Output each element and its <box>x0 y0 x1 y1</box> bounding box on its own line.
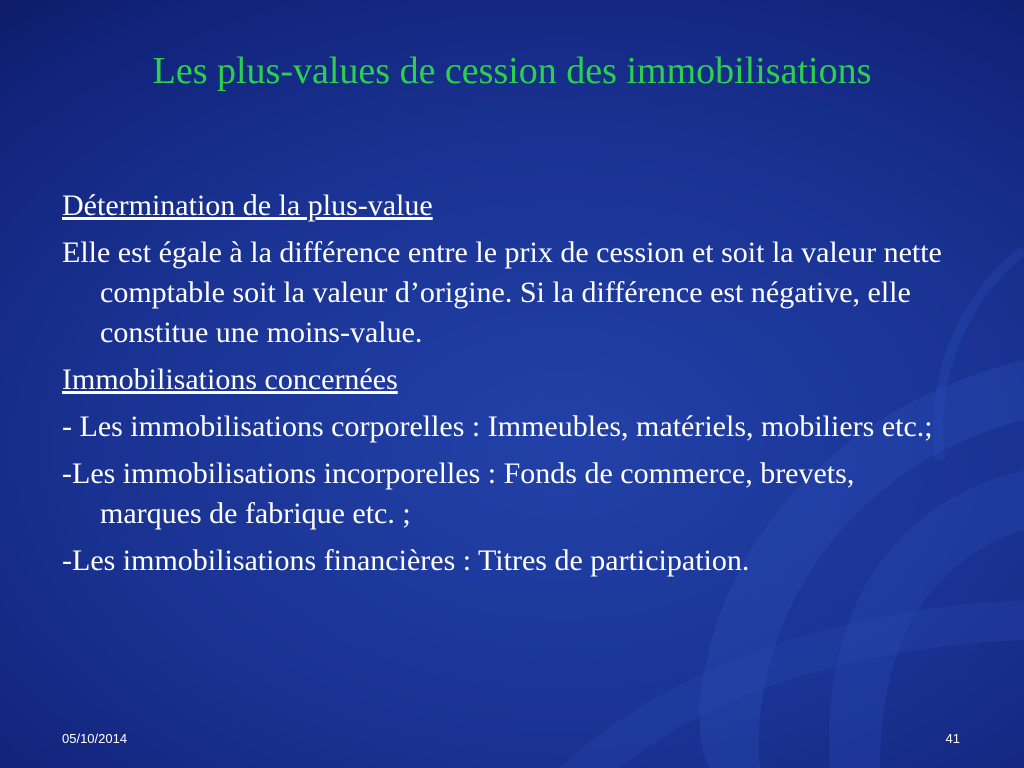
section-heading-determination <box>62 186 962 226</box>
list-item-financieres: -Les immobilisations financières : Titres de participation. <box>62 544 750 577</box>
slide-title: Les plus-values de cession des immobilisations <box>152 50 872 92</box>
list-item-incorporelles: -Les immobilisations incorporelles : Fonds de commerce, brevets, marques de fabrique etc. ; <box>62 457 855 530</box>
slide-number: 41 <box>945 731 960 746</box>
footer-date: 05/10/2014 <box>62 731 128 746</box>
slide-body <box>62 186 962 588</box>
heading-text: Immobilisations concernées <box>62 363 398 396</box>
determination-paragraph: Elle est égale à la différence entre le prix de cession et soit la valeur nette comptable soit la valeur d’origine. Si la différence est négative, elle constitue une moins-value. <box>62 236 942 349</box>
section-heading-immobilisations <box>62 360 962 400</box>
heading-text: Détermination de la plus-value <box>62 189 433 222</box>
list-item-corporelles: - Les immobilisations corporelles : Immeubles, matériels, mobiliers etc.; <box>62 410 933 443</box>
